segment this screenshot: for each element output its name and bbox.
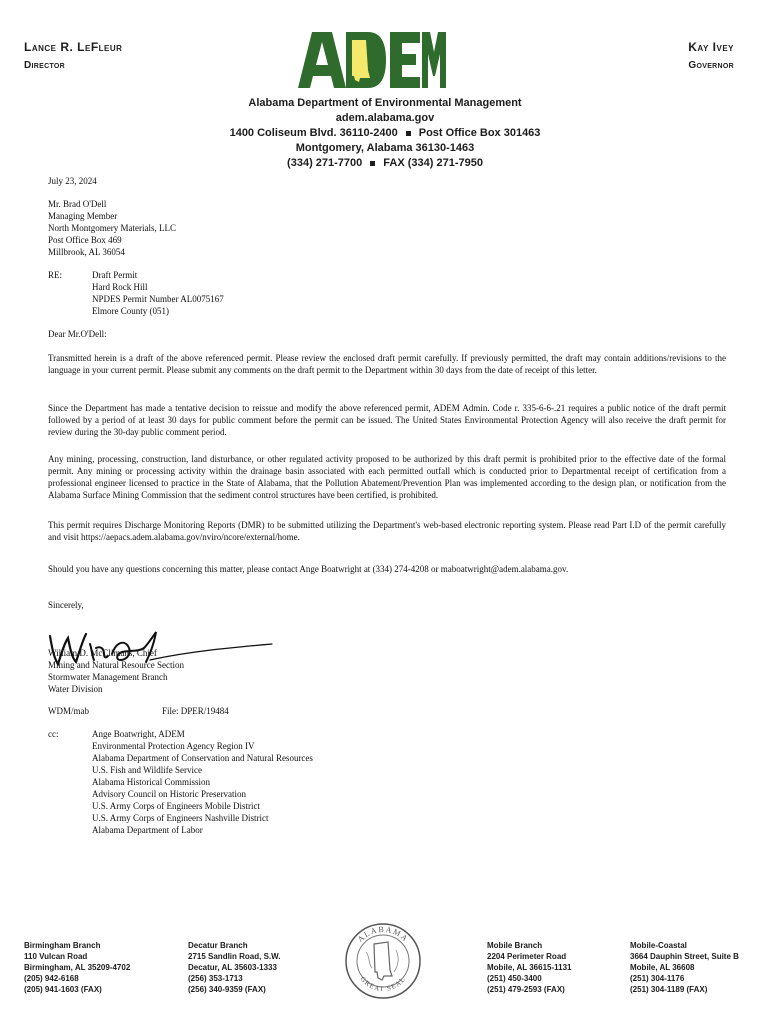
branch-line: Mobile, AL 36615-1131 [487,963,572,972]
branch-line: (251) 479-2593 (FAX) [487,985,565,994]
street-address: 1400 Coliseum Blvd. 36110-2400 [229,127,398,139]
branch-line: (205) 941-1603 (FAX) [24,985,102,994]
cc-block [48,728,313,836]
logo-text: ADEM [296,30,299,31]
agency-fax: FAX (334) 271-7950 [383,157,483,169]
director-name: Lance R. LeFleur [24,40,123,54]
paragraph-3: Any mining, processing, construction, land disturbance, or other regulated activity proposed to be authorized by this draft permit is prohibited prior to the effective date of the formal permit. Any mining or processing activity within the drainage basin associated with each permitted outfall which is conducted prior to Departmental receipt of certification from a professional engineer licensed to practice in the State of Alabama, that the Pollution Abatement/Prevention Plan was implemented according to the design plan, or notification from the Alabama Surface Mining Commission that the sediment control structures have been certified, is prohibited. [48,454,726,500]
branch-line: Decatur, AL 35603-1333 [188,963,277,972]
branch-name: Birmingham Branch [24,941,101,950]
recipient-address [48,198,176,258]
seal-bottom-text: GREAT SEAL [358,974,408,994]
signer-line: Mining and Natural Resource Section [48,660,184,670]
cc-list [92,728,313,836]
branch-line: 110 Vulcan Road [24,952,88,961]
branch-line: (251) 304-1176 [630,974,685,983]
branch-line: (205) 942-6168 [24,974,79,983]
recipient-line: Managing Member [48,211,118,221]
branch-line: 2204 Perimeter Road [487,952,567,961]
cc-item: U.S. Army Corps of Engineers Nashville District [92,813,269,823]
recipient-line: Post Office Box 469 [48,235,122,245]
paragraph-2: Since the Department has made a tentative decision to reissue and modify the above referenced permit, ADEM Admin. Code r. 335-6-6-.21 requires a public notice of the draft permit followed by a period of at least 30 days for public comment before the permit can be issued. The United States Environmental Protection Agency will also receive the draft permit for review during the 30-day public comment period. [48,403,726,437]
cc-item: Environmental Protection Agency Region IV [92,741,255,751]
agency-block [0,96,770,171]
file-reference: File: DPER/19484 [162,706,229,716]
branch-line: (251) 304-1189 (FAX) [630,985,708,994]
cc-item: Alabama Historical Commission [92,777,210,787]
cc-item: Advisory Council on Historic Preservation [92,789,246,799]
branch-line: Mobile, AL 36608 [630,963,695,972]
branch-name: Decatur Branch [188,941,248,950]
branch-line: (251) 450-3400 [487,974,542,983]
paragraph-5: Should you have any questions concerning this matter, please contact Ange Boatwright at (334) 274-4208 or maboatwright@adem.alabama.gov. [48,564,569,574]
cc-item: U.S. Fish and Wildlife Service [92,765,202,775]
letterhead-right [688,40,734,71]
director-title: Director [24,60,65,71]
closing: Sincerely, [48,600,84,610]
cc-label: cc: [48,729,59,739]
footer-branch-mobile-coastal [630,940,739,995]
footer-branch-birmingham [24,940,130,995]
handwritten-signature [46,618,276,680]
agency-name: Alabama Department of Environmental Management [248,97,522,109]
great-seal-of-alabama [344,922,422,1000]
branch-line: (256) 340-9359 (FAX) [188,985,266,994]
adem-logo [296,30,446,90]
po-box: Post Office Box 301463 [418,127,541,139]
cc-item: Alabama Department of Conservation and Natural Resources [92,753,313,763]
agency-website[interactable]: adem.alabama.gov [335,112,435,124]
cc-item: Ange Boatwright, ADEM [92,729,185,739]
recipient-line: North Montgomery Materials, LLC [48,223,176,233]
branch-line: (256) 353-1713 [188,974,243,983]
branch-line: 3664 Dauphin Street, Suite B [630,952,739,961]
re-lines [92,269,224,317]
salutation: Dear Mr.O'Dell: [48,329,107,339]
governor-name: Kay Ivey [688,40,734,54]
city-state-zip: Montgomery, Alabama 36130-1463 [295,142,475,154]
branch-line: Birmingham, AL 35209-4702 [24,963,131,972]
footer-branch-mobile [487,940,572,995]
separator-square-icon [370,161,375,166]
cc-item: U.S. Army Corps of Engineers Mobile District [92,801,260,811]
cc-item: Alabama Department of Labor [92,825,203,835]
initials-row [48,705,229,717]
branch-name: Mobile-Coastal [630,941,687,950]
signer-line: Stormwater Management Branch [48,672,168,682]
separator-square-icon [406,131,411,136]
recipient-line: Mr. Brad O'Dell [48,199,107,209]
branch-line: 2715 Sandlin Road, S.W. [188,952,281,961]
signer-line: William D. McClimans, Chief [48,648,157,658]
re-block [48,269,224,317]
re-line: Hard Rock Hill [92,282,148,292]
re-line: Elmore County (051) [92,306,169,316]
agency-address-line [0,126,770,141]
re-line: NPDES Permit Number AL0075167 [92,294,224,304]
svg-text:ALABAMA [356,925,411,944]
governor-title: Governor [688,60,734,71]
agency-phone-line [0,156,770,171]
re-line: Draft Permit [92,270,138,280]
paragraph-4: This permit requires Discharge Monitoring Reports (DMR) to be submitted utilizing the Department's web-based electronic reporting system. Please read Part I.D of the permit carefully and visit https://aepacs.adem.alabama.gov/nviro/ncore/external/home. [48,520,726,542]
recipient-line: Millbrook, AL 36054 [48,247,125,257]
signer-line: Water Division [48,684,103,694]
letterhead-left [24,40,122,71]
re-label: RE: [48,270,63,280]
agency-phone: (334) 271-7700 [287,157,363,169]
letter-date: July 23, 2024 [48,176,97,186]
initials: WDM/mab [48,706,89,716]
paragraph-1: Transmitted herein is a draft of the above referenced permit. Please review the enclosed draft permit carefully. If previously permitted, the draft may contain additions/revisions to the language in your current permit. Please submit any comments on the draft permit to the Department within 30 days from the date of receipt of this letter. [48,353,726,375]
seal-top-text: ALABAMA [355,924,411,944]
branch-name: Mobile Branch [487,941,543,950]
footer-branch-decatur [188,940,280,995]
